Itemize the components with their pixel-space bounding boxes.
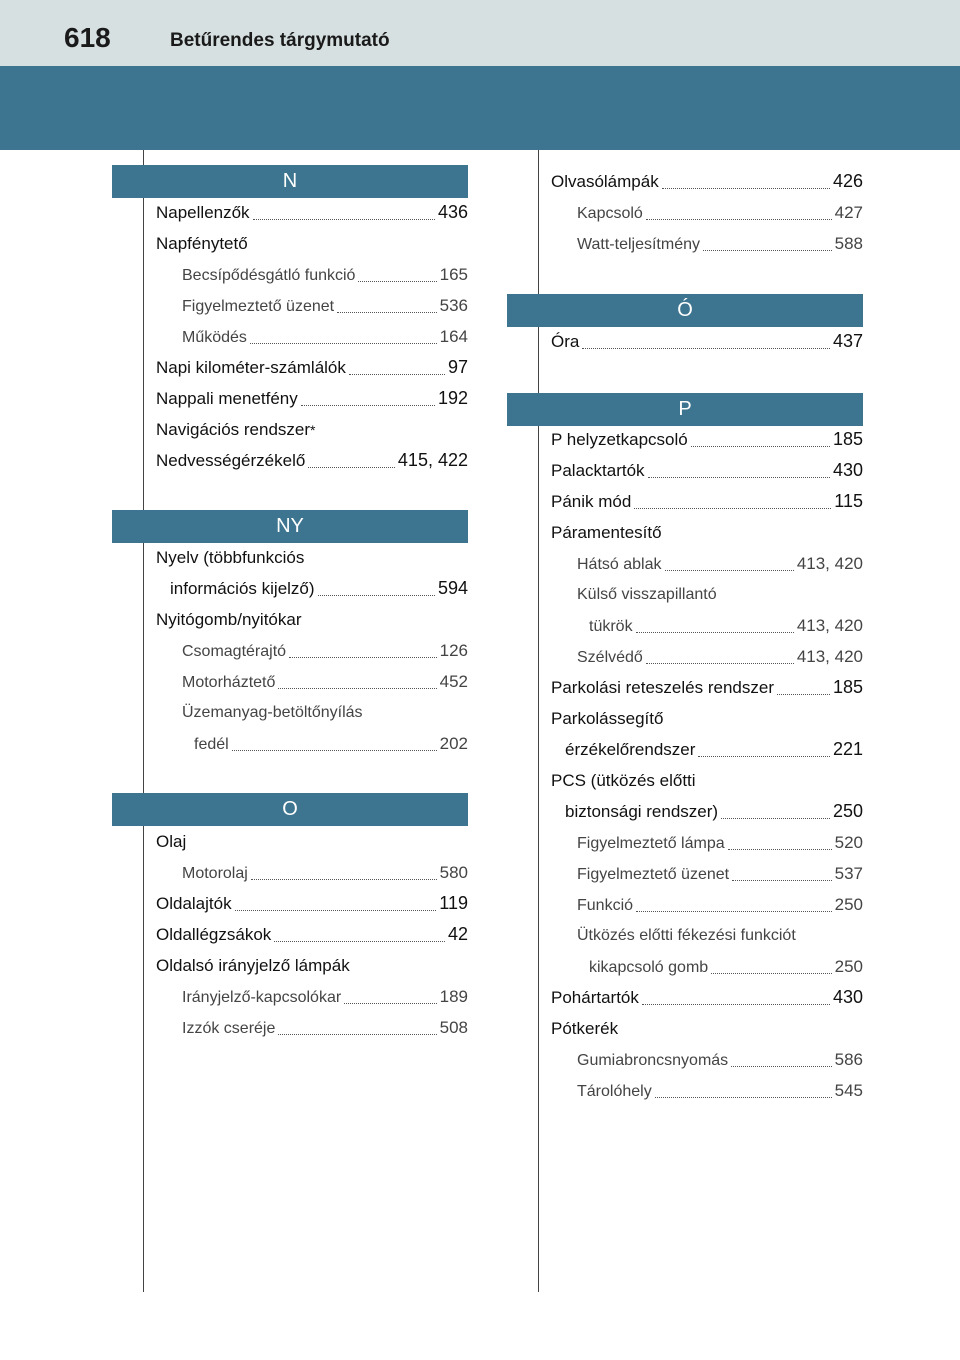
list-item — [551, 920, 863, 951]
entry-page: 588 — [834, 234, 863, 253]
column-rule — [143, 150, 144, 1292]
section-letter-o-acute: Ó — [507, 294, 863, 327]
entry-text: Pohártartók — [551, 988, 639, 1007]
entry-text: Watt-teljesítmény — [577, 236, 700, 253]
list-item — [551, 166, 863, 197]
leader-dots — [318, 594, 435, 596]
leader-dots — [636, 631, 794, 633]
entry-page: 437 — [832, 331, 863, 351]
entry-text: Olaj — [156, 832, 187, 851]
list-item — [551, 1013, 863, 1044]
leader-dots — [732, 879, 832, 881]
entry-page: 415, 422 — [397, 450, 468, 470]
entry-text: Üzemanyag-betöltőnyílás — [182, 704, 363, 721]
page-header — [0, 0, 960, 66]
leader-dots — [721, 817, 830, 819]
leader-dots — [636, 910, 832, 912]
list-item — [156, 666, 468, 697]
list-item — [156, 321, 468, 352]
list-item — [551, 610, 863, 641]
list-item — [156, 981, 468, 1012]
list-item — [551, 455, 863, 486]
leader-dots — [232, 749, 437, 751]
leader-dots — [344, 1002, 436, 1004]
leader-dots — [278, 1033, 436, 1035]
list-item — [156, 826, 468, 857]
list-item — [551, 1044, 863, 1075]
leader-dots — [642, 1003, 830, 1005]
entry-text: Izzók cseréje — [182, 1020, 276, 1037]
entry-text: Tárolóhely — [577, 1083, 652, 1100]
entry-text: PCS (ütközés előtti — [551, 771, 696, 790]
entry-text: Ütközés előtti fékezési funkciót — [577, 927, 796, 944]
entry-page: 537 — [834, 864, 863, 883]
entry-text: Oldallégzsákok — [156, 925, 272, 944]
list-item — [551, 734, 863, 765]
section-p-entries — [551, 424, 863, 1106]
list-item — [156, 857, 468, 888]
entry-page: 508 — [439, 1018, 468, 1037]
list-item — [156, 888, 468, 919]
entry-page: 185 — [832, 429, 863, 449]
entry-text: tükrök — [589, 618, 633, 635]
list-item — [551, 1075, 863, 1106]
leader-dots — [301, 404, 435, 406]
entry-page: 192 — [437, 388, 468, 408]
list-item — [551, 765, 863, 796]
entry-text: Parkolási reteszelés rendszer — [551, 678, 774, 697]
entry-text: Navigációs rendszer — [156, 420, 311, 439]
list-item — [551, 197, 863, 228]
leader-dots — [665, 569, 794, 571]
leader-dots — [235, 909, 437, 911]
entry-page: 426 — [832, 171, 863, 191]
entry-text: Oldalajtók — [156, 894, 232, 913]
list-item — [551, 796, 863, 827]
list-item — [551, 827, 863, 858]
entry-page: 165 — [439, 265, 468, 284]
list-item — [551, 486, 863, 517]
list-item — [551, 703, 863, 734]
index-column-right — [538, 150, 863, 1292]
entry-page: 580 — [439, 863, 468, 882]
list-item — [551, 579, 863, 610]
list-item — [156, 919, 468, 950]
entry-text: Pótkerék — [551, 1019, 619, 1038]
entry-text: Parkolássegítő — [551, 709, 664, 728]
leader-dots — [308, 466, 395, 468]
list-item — [156, 414, 468, 445]
section-o-entries — [156, 826, 468, 1043]
entry-page: 164 — [439, 327, 468, 346]
section-letter-n: N — [112, 165, 468, 198]
entry-text: biztonsági rendszer) — [565, 802, 719, 821]
entry-text: Napfénytető — [156, 234, 248, 253]
entry-page: 185 — [832, 677, 863, 697]
entry-text: Olvasólámpák — [551, 172, 659, 191]
list-item — [551, 951, 863, 982]
lead-entries — [551, 166, 863, 259]
entry-page: 221 — [832, 739, 863, 759]
list-item — [156, 1012, 468, 1043]
entry-text: Motorháztető — [182, 674, 276, 691]
list-item — [156, 197, 468, 228]
entry-page: 452 — [439, 672, 468, 691]
entry-text: Nappali menetfény — [156, 389, 298, 408]
entry-text: Figyelmeztető üzenet — [577, 866, 730, 883]
list-item — [156, 697, 468, 728]
entry-text: Páramentesítő — [551, 523, 662, 542]
entry-page: 250 — [832, 801, 863, 821]
entry-text: érzékelőrendszer — [565, 740, 696, 759]
entry-page: 413, 420 — [796, 647, 863, 666]
entry-page: 97 — [447, 357, 468, 377]
entry-text: Nyitógomb/nyitókar — [156, 610, 302, 629]
entry-page: 119 — [439, 893, 468, 913]
entry-page: 545 — [834, 1081, 863, 1100]
entry-page: 427 — [834, 203, 863, 222]
list-item — [156, 352, 468, 383]
list-item — [156, 383, 468, 414]
leader-dots — [648, 476, 830, 478]
entry-page: 115 — [834, 491, 863, 511]
leader-dots — [349, 373, 445, 375]
list-item — [156, 445, 468, 476]
leader-dots — [253, 218, 435, 220]
entry-text: Gumiabroncsnyomás — [577, 1052, 729, 1069]
index-column-left — [143, 150, 468, 1292]
leader-dots — [691, 445, 830, 447]
list-item — [551, 889, 863, 920]
list-item — [156, 950, 468, 981]
leader-dots — [274, 940, 445, 942]
section-letter-o: O — [112, 793, 468, 826]
entry-text: fedél — [194, 736, 229, 753]
leader-dots — [646, 218, 832, 220]
entry-page: 430 — [832, 987, 863, 1007]
leader-dots — [289, 656, 437, 658]
section-n-entries — [156, 197, 468, 476]
header-band — [0, 66, 960, 150]
list-item — [551, 228, 863, 259]
entry-page: 42 — [447, 924, 468, 944]
entry-text: Szélvédő — [577, 649, 643, 666]
entry-page: 202 — [439, 734, 468, 753]
list-item — [156, 228, 468, 259]
entry-text: Oldalsó irányjelző lámpák — [156, 956, 350, 975]
entry-page: 520 — [834, 833, 863, 852]
list-item — [156, 290, 468, 321]
leader-dots — [582, 347, 830, 349]
leader-dots — [358, 280, 436, 282]
leader-dots — [646, 662, 794, 664]
list-item — [551, 517, 863, 548]
leader-dots — [728, 848, 832, 850]
entry-page: 250 — [834, 895, 863, 914]
list-item — [156, 542, 468, 573]
entry-text: Figyelmeztető üzenet — [182, 298, 335, 315]
list-item — [551, 858, 863, 889]
entry-page: 250 — [834, 957, 863, 976]
leader-dots — [337, 311, 437, 313]
entry-text: Napi kilométer-számlálók — [156, 358, 346, 377]
leader-dots — [777, 693, 830, 695]
footnote-mark: * — [310, 422, 316, 438]
list-item — [156, 604, 468, 635]
entry-page: 126 — [439, 641, 468, 660]
list-item — [551, 548, 863, 579]
entry-page: 536 — [439, 296, 468, 315]
entry-page: 413, 420 — [796, 554, 863, 573]
section-letter-ny: NY — [112, 510, 468, 543]
leader-dots — [250, 342, 437, 344]
entry-text: Külső visszapillantó — [577, 586, 717, 603]
entry-text: Napellenzők — [156, 203, 250, 222]
leader-dots — [731, 1065, 831, 1067]
list-item — [551, 326, 863, 357]
entry-text: Nyelv (többfunkciós — [156, 548, 305, 567]
page-title: Betűrendes tárgymutató — [170, 30, 390, 51]
leader-dots — [634, 507, 831, 509]
leader-dots — [698, 755, 830, 757]
entry-text: kikapcsoló gomb — [589, 959, 709, 976]
section-letter-p: P — [507, 393, 863, 426]
section-o-acute-entries — [551, 326, 863, 357]
page-number: 618 — [64, 22, 111, 53]
entry-text: Óra — [551, 332, 580, 351]
leader-dots — [703, 249, 832, 251]
entry-text: Funkció — [577, 897, 634, 914]
leader-dots — [655, 1096, 832, 1098]
list-item — [551, 641, 863, 672]
entry-page: 430 — [832, 460, 863, 480]
entry-page: 594 — [437, 578, 468, 598]
entry-text: információs kijelző) — [170, 579, 315, 598]
entry-text: Működés — [182, 329, 247, 346]
leader-dots — [278, 687, 436, 689]
entry-text: Irányjelző-kapcsolókar — [182, 989, 342, 1006]
list-item — [156, 259, 468, 290]
entry-text: P helyzetkapcsoló — [551, 430, 688, 449]
entry-text: Kapcsoló — [577, 205, 643, 222]
leader-dots — [711, 972, 831, 974]
list-item — [551, 424, 863, 455]
entry-text: Nedvességérzékelő — [156, 451, 306, 470]
entry-page: 413, 420 — [796, 616, 863, 635]
entry-page: 189 — [439, 987, 468, 1006]
entry-page: 436 — [437, 202, 468, 222]
entry-text: Becsípődésgátló funkció — [182, 267, 356, 284]
list-item — [551, 982, 863, 1013]
entry-page: 586 — [834, 1050, 863, 1069]
entry-text: Palacktartók — [551, 461, 645, 480]
leader-dots — [662, 187, 830, 189]
leader-dots — [251, 878, 437, 880]
entry-text: Motorolaj — [182, 865, 248, 882]
entry-text: Figyelmeztető lámpa — [577, 835, 725, 852]
list-item — [551, 672, 863, 703]
section-ny-entries — [156, 542, 468, 759]
list-item — [156, 635, 468, 666]
entry-text: Pánik mód — [551, 492, 632, 511]
entry-text: Csomagtérajtó — [182, 643, 287, 660]
entry-text: Hátsó ablak — [577, 556, 662, 573]
list-item — [156, 728, 468, 759]
list-item — [156, 573, 468, 604]
